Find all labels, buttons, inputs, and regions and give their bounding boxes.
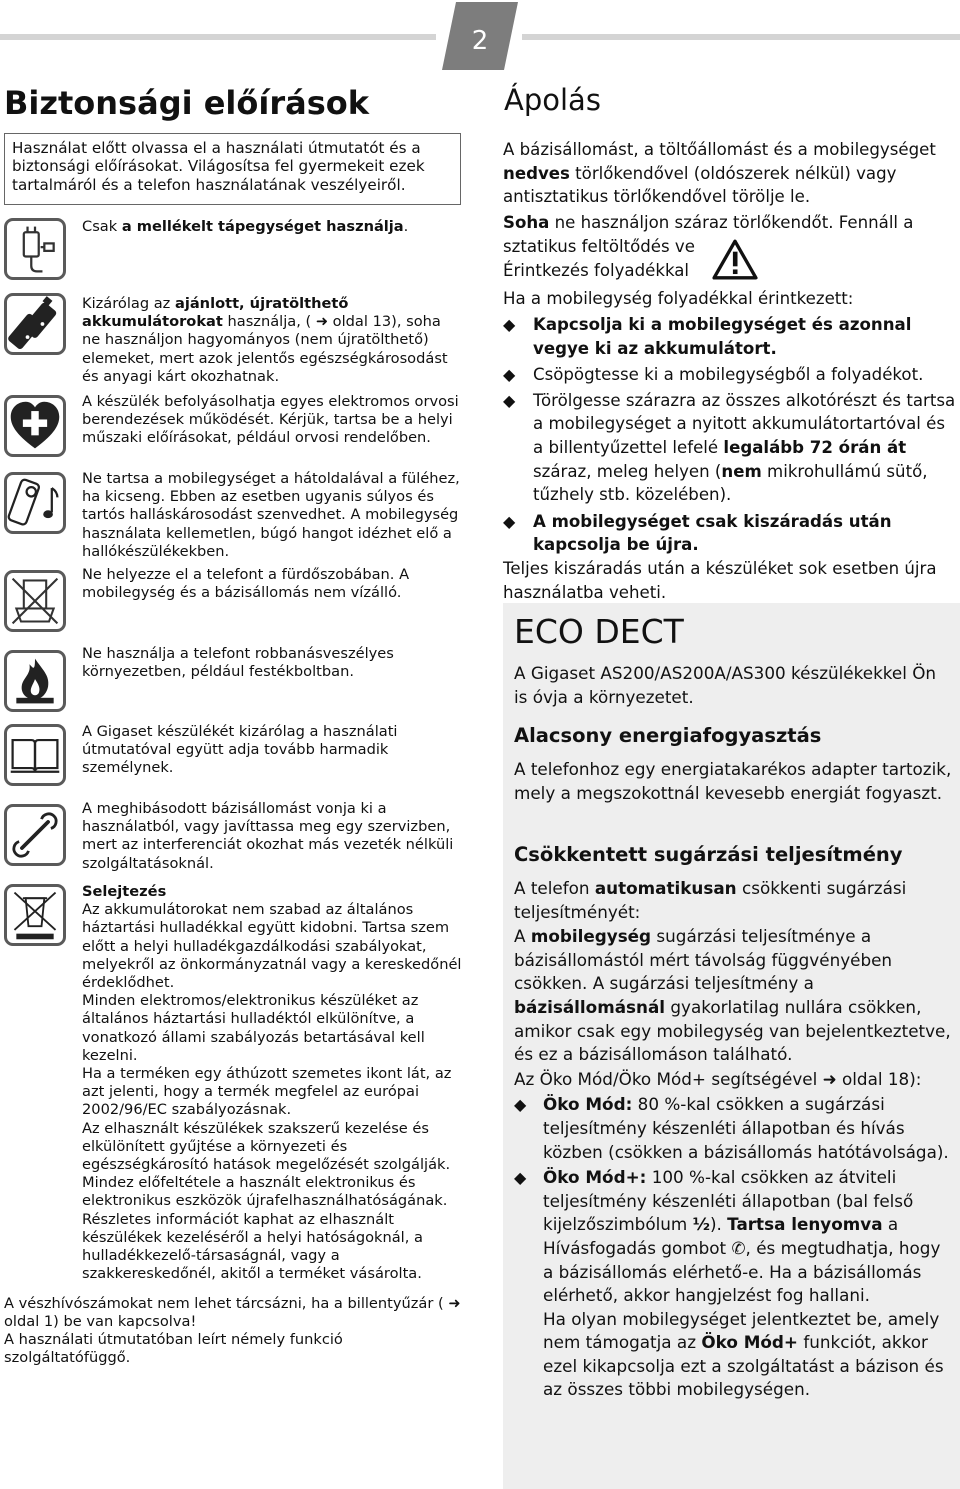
battery-text: Kizárólag az ajánlott, újratölthető akkumulátorokat használja, ( ➜ oldal 13), soha ne használjon hagyományos (nem újratölthető) elemeket, mert azok jelentős egészségkárosodást és anyagi kárt okozhatnak. [82,295,448,385]
repair-wrench-icon [4,804,66,866]
disposal-heading: Selejtezés [82,883,167,900]
disposal-paragraph: Az akkumulátorokat nem szabad az általános háztartási hulladékkal együtt kidobni. Tartsa szem előtt a helyi hulladékgazdálkodási szabályokat, melyekről az önkormányzatnál vagy a kereskedőnél érdeklődhet. [82,901,462,992]
bullet-diamond-icon: ◆ [503,315,516,334]
disposal-section [82,883,462,1283]
care-after-text: Teljes kiszáradás után a készüléket sok esetben újra használatba veheti. [503,559,937,602]
eco-heading-radiation: Csökkentett sugárzási teljesítmény [514,843,903,866]
care-title: Ápolás [504,83,601,117]
safety-title: Biztonsági előírások [4,84,370,122]
arrow-icon: ➜ [822,1068,837,1089]
page-number: 2 [471,26,489,56]
emergency-text: A vészhívószámokat nem lehet tárcsázni, ha a billentyűzár ( ➜ oldal 1) be van kapcsolva! [4,1295,461,1331]
eco-energy-text: A telefonhoz egy energiatakarékos adapter tartozik, mely a megszokottnál kevesebb energiát fogyaszt. [514,759,952,803]
disposal-paragraph: Minden elektromos/elektronikus készüléket az általános háztartási hulladéktól elkülönítve, a vonatkozó állami szabályozás betartásával kell kezelni. [82,992,425,1064]
safety-intro-box: Használat előtt olvassa el a használati útmutatót és a biztonsági előírásokat. Világosítsa fel gyermekeit ezek tartalmáról és a telefon használatának veszélyeiről. [4,133,461,205]
explosion-text: Ne használja a telefont robbanásveszélyes környezetben, például festékboltban. [82,645,394,681]
liquid-contact-label: Érintkezés folyadékkal [503,261,690,280]
list-item: ◆ Öko Mód+: 100 %-kal csökken az átviteli teljesítmény készenléti állapotban (bal felső kijelzőszimbólum ½). Tartsa lenyomva a Hívásfogadás gombot ✆, és megtudhatja, hogy a bázisállomás elérhető-e. Ha a bázisállomás elérhető, akkor hangjelzést fog hallani. Ha olyan mobilegységet jelentkeztet be, amely nem támogatja az Öko Mód+ funkciót, akkor ezel kikapcsolja ezt a szolgáltatást a bázison és az összes többi mobilegységen. [514,1167,944,1400]
water-text: Ne helyezze el a telefont a fürdőszobában. A mobilegység és a bázisállomás nem vízálló. [82,566,410,602]
bullet-diamond-icon: ◆ [503,511,516,531]
repair-text: A meghibásodott bázisállomást vonja ki a használatból, vagy javíttassa meg egy szervizben, mert az interferenciát okozhat más vezeték nélküli szolgáltatásoknál. [82,800,454,872]
medical-text: A készülék befolyásolhatja egyes elektromos orvosi berendezések működését. Kérjük, tartsa be a helyi műszaki előírásokat, például orvosi rendelőben. [82,393,459,447]
bullet-diamond-icon: ◆ [503,390,516,410]
care-cleaning-text: A bázisállomást, a töltőállomást és a mobilegységet nedves törlőkendővel (oldószerek nélkül) vagy antisztatikus törlőkendővel törölje le. [503,140,936,207]
header-rule-right [522,34,960,40]
crossed-bin-icon [4,884,66,946]
disposal-paragraph: Az elhasznált készülékek szakszerű kezelése és elkülönített gyűjtése a környezeti és egészségkárosító hatások megelőzését szolgálják. Mindez előfeltétele a használt elektronikus és elektronikus eszközök újrafelhasználhatóságának. [82,1119,451,1210]
warning-triangle-icon [712,238,758,280]
bullet-diamond-icon: ◆ [514,1168,527,1188]
disposal-paragraph: Ha a terméken egy áthúzott szemetes ikont lát, az azt jelenti, hogy a termék megfelel az európai 2002/96/EC szabályozásnak. [82,1065,452,1119]
hearing-text: Ne tartsa a mobilegységet a hátoldalával a füléhez, ha kicseng. Ebben az esetben ugyanis súlyos és tartós halláskárosodást szenvedhet. A mobilegység használata kellemetlen, búgó hangot idézhet elő a hallókészülékekben. [82,470,460,560]
no-bathroom-icon [4,570,66,632]
list-item: ◆ Törölgesse szárazra az összes alkotórészt és tartsa a mobilegységet a nyitott akkumulátortartóval és a billentyűzettel lefelé legalább 72 órán át száraz, meleg helyen (nem mikrohullámú sütő, tűzhely stb. közelében). [503,390,956,505]
eco-heading-energy: Alacsony energiafogyasztás [514,724,822,747]
explosion-flame-icon [4,650,66,712]
call-key-icon: ✆ [731,1237,746,1258]
eco-radiation-text: A telefon automatikusan csökkenti sugárzási teljesítményét: A mobilegység sugárzási teljesítménye a bázisállomástól mért távolság függvényében csökken. A sugárzási teljesítmény a bázisállomásnál gyakorlatilag nullára csökken, amikor csak egy mobilegység van bejelentkeztetve, és ez a bázisállomáson található. Az Öko Mód/Öko Mód+ segítségével ➜ oldal 18): ◆ Öko Mód: 80 %-kal csökken a sugárzási teljesítmény készenléti állapotban és hívás közben (csökken a bázisállomás hatótávolsága). ◆ Öko Mód+: 100 %-kal csökken az átviteli teljesítmény készenléti állapotban (bal felső kijelzőszimbólum ½). Tartsa lenyomva a Hívásfogadás gombot ✆, és megtudhatja, hogy a bázisállomás elérhető-e. Ha a bázisállomás elérhető, akkor hangjelzést fog hallani. Ha olyan mobilegységet jelentkeztet be, amely nem támogatja az Öko Mód+ funkciót, akkor ezel kikapcsolja ezt a szolgáltatást a bázison és az összes többi mobilegységen. [514,877,954,1402]
medical-heart-icon [4,395,66,457]
disposal-paragraph: Részletes információt kaphat az elhasznált készülékek kezeléséről a helyi hatóságoknál, a hulladékkezelő-társaságnál, vagy a szakkereskedőnél, akitől a terméket vásárolta. [82,1210,423,1283]
arrow-icon: ➜ [315,313,329,331]
care-static-text: Soha ne használjon száraz törlőkendőt. Fennáll a sztatikus feltöltődés ve [503,213,914,256]
bullet-diamond-icon: ◆ [514,1095,527,1115]
manual-text: A Gigaset készülékét kizárólag a használati útmutatóval együtt adja tovább harmadik személynek. [82,723,398,777]
eco-mode-symbol-icon: ½ [692,1214,710,1235]
bullet-diamond-icon: ◆ [503,365,516,385]
list-item: ◆ A mobilegységet csak kiszáradás után kapcsolja be újra. [503,511,892,555]
arrow-icon: ➜ [448,1295,461,1312]
power-supply-text: Csak a mellékelt tápegységet használja. [82,218,409,235]
header-rule-left [0,34,436,40]
manual-book-icon [4,724,66,786]
provider-text: A használati útmutatóban leírt némely funkció szolgáltatófüggő. [4,1331,343,1367]
list-item: ◆ Csöpögtesse ki a mobilegységből a folyadékot. [503,363,958,387]
eco-dect-title: ECO DECT [514,612,684,651]
liquid-steps-list [503,313,958,557]
list-item: ◆ Öko Mód: 80 %-kal csökken a sugárzási teljesítmény készenléti állapotban és hívás közben (csökken a bázisállomás hatótávolsága). [514,1094,949,1162]
liquid-contact-intro: Ha a mobilegység folyadékkal érintkezett: [503,289,854,308]
power-supply-icon [4,218,66,280]
battery-icon [4,293,66,355]
hearing-phone-icon [4,472,66,534]
list-item: ◆ Kapcsolja ki a mobilegységet és azonnal vegye ki az akkumulátort. [503,315,912,358]
eco-intro-text: A Gigaset AS200/AS200A/AS300 készülékekkel Ön is óvja a környezetet. [514,663,937,707]
